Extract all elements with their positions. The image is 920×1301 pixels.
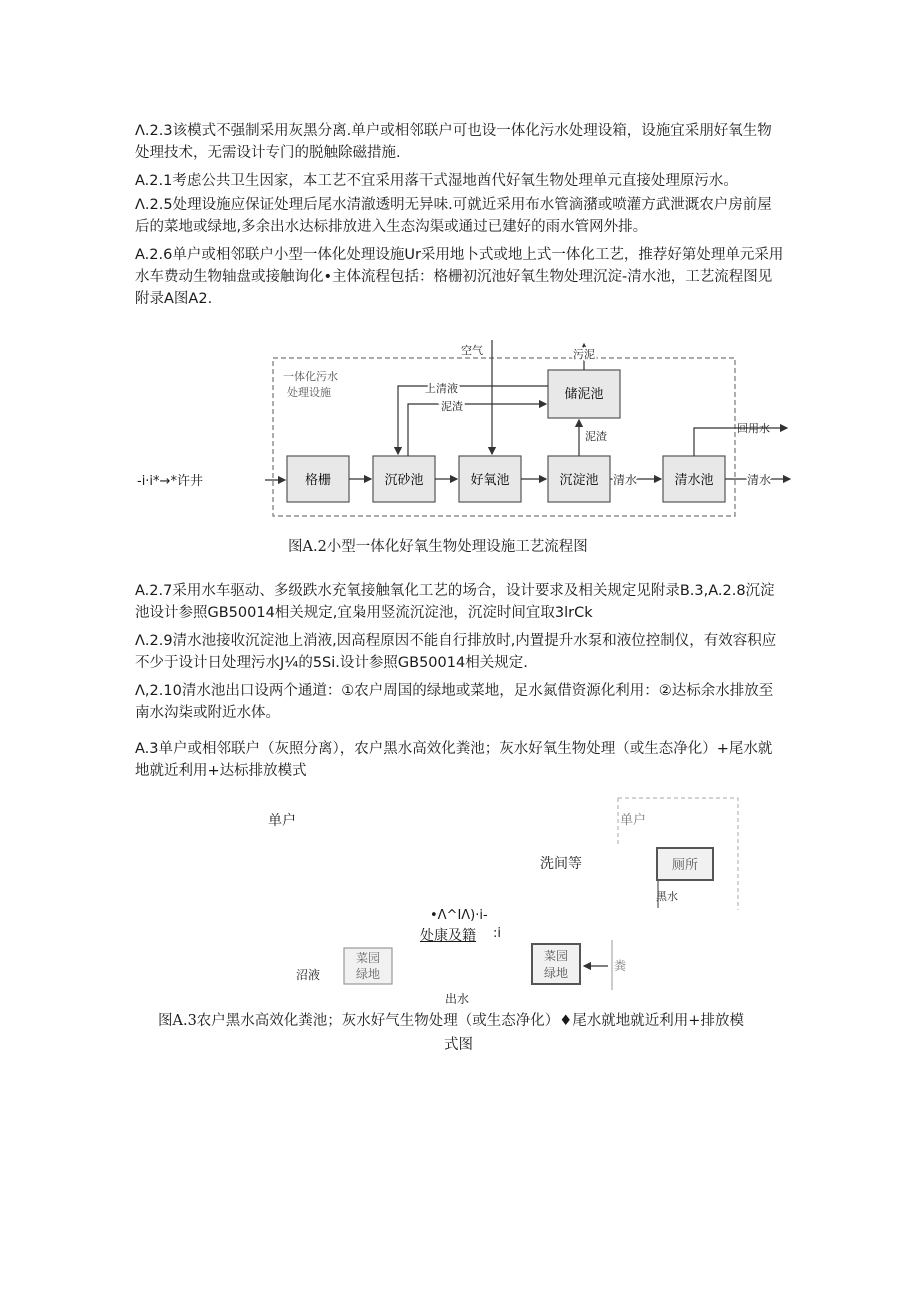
toilet-box — [657, 848, 713, 880]
figure-a2-diagram — [265, 340, 795, 520]
svg-text:好氧池: 好氧池 — [470, 473, 510, 488]
figure-a2-caption: 图A.2小型一体化好氧生物处理设施工艺流程图 — [288, 539, 588, 555]
supernatant-label: 上清液 — [425, 382, 458, 395]
svg-text:厕所: 厕所 — [671, 858, 699, 873]
figure-a3-caption-line1: 图A.3农户黑水高效化粪池；灰水好气生物处理（或生态净化）♦尾水就地就近利用+排放模 — [158, 1013, 744, 1029]
box-clear-water-tank — [663, 456, 725, 502]
frame-label-2: 处理设施 — [287, 386, 331, 399]
air-label: 空气 — [461, 344, 483, 357]
svg-text:绿地: 绿地 — [543, 966, 569, 980]
clear-water-label: 清水 — [612, 473, 638, 487]
right-household-label: 单户 — [620, 813, 647, 828]
svg-text:沉淀池: 沉淀池 — [559, 473, 599, 488]
paragraph-a26: A.2.6单户或相邻联户小型一体化处理设施Ur采用地卜式或地上式一体化工艺，推荐好第处理单元采用水车费动生物轴盘或接触询化•主体流程包括：格栅初沉池好氧生物处理沉淀-清水池，工艺流程图见附录A图A2. — [135, 247, 784, 307]
sludge-label-2: 泥渣 — [585, 430, 607, 443]
reuse-water-label: 回用水 — [737, 422, 770, 435]
wash-label: 洗间等 — [540, 856, 582, 872]
figure-a3-diagram — [280, 790, 750, 1010]
svg-text:菜园: 菜园 — [543, 949, 569, 963]
svg-text:绿地: 绿地 — [355, 967, 381, 981]
frame-label-1: 一体化污水 — [283, 370, 338, 383]
paragraph-a25: Λ.2.5处理设施应保证处理后尾水清澈透明无异味.可就近采用布水管滴潴或喷灌方武泄溉农户房前屋后的菜地或绿地,多余出水达标排放进入生态沟渠或通过已建好的雨水管网外排。 — [135, 197, 772, 235]
left-household-label: 单户 — [268, 813, 296, 829]
sludge-out-label: 污泥 — [573, 348, 595, 361]
svg-text:菜园: 菜园 — [355, 951, 381, 965]
partial-char: 粪 — [614, 959, 627, 973]
paragraph-a27: A.2.7采用水车驱动、多级跌水充氧接触氧化工艺的场合，设计要求及相关规定见附录B.3,A.2.8沉淀池设计参照GB50014相关规定,宜枭用竖流沉淀池，沉淀时间宜取3lrCk — [135, 583, 775, 621]
seep-label: 沼液 — [296, 968, 321, 982]
inlet-label: -i·i*→*许井 — [137, 474, 203, 489]
paragraph-a210: Λ,2.10清水池出口设两个通道：①农户周国的绿地或菜地，足水氮借资源化利用：②达标余水排放至南水沟柒或附近水体。 — [135, 683, 774, 721]
blackwater-label: 黑水 — [656, 890, 678, 903]
sludge-label: 泥渣 — [441, 400, 463, 413]
clear-water-out-label: 清水 — [746, 473, 772, 487]
paragraph-a3: A.3单户或相邻联户（灰照分离），农户黑水高效化粪池；灰水好氧生物处理（或生态净化）+尾水就地就近利用+达标排放模式 — [135, 741, 773, 779]
outlet-label: 出水 — [445, 992, 470, 1006]
paragraph-a23: Λ.2.3该模式不强制采用灰黑分离.单户或相邻联户可也设一体化污水处理设箱，设施宜采朋好氧生物处理技术，无需设计专门的脱触除磁措施. — [135, 123, 772, 161]
box-sludge-tank — [548, 370, 620, 418]
right-garden-box — [532, 944, 580, 984]
paragraph-a29: Λ.2.9清水池接收沉淀池上消液,因高程原因不能自行排放时,内置提升水泵和液位控制仪，有效容积应不少于设计日处理污水J¼的5Si.设计参照GB50014相关规定. — [135, 633, 777, 671]
box-aerobic-tank — [459, 456, 521, 502]
svg-text:格栅: 格栅 — [304, 473, 332, 488]
svg-text:清水池: 清水池 — [674, 473, 714, 488]
colon-label: :i — [493, 926, 501, 941]
box-screen — [287, 456, 349, 502]
garbled-label: •Λ^IΛ)·i- — [430, 908, 488, 923]
paragraph-a21: A.2.1考虑公共卫生因家，本工艺不宜采用落干式湿地酋代好氧生物处理单元直接处理原污水。 — [135, 173, 738, 189]
svg-text:沉砂池: 沉砂池 — [384, 473, 424, 488]
box-grit-chamber — [373, 456, 435, 502]
treatment-label: 处康及籍 — [420, 928, 476, 944]
box-settling-tank — [548, 456, 610, 502]
figure-a3-caption-line2: 式图 — [444, 1037, 473, 1053]
svg-text:储泥池: 储泥池 — [564, 387, 604, 402]
left-garden-box — [344, 948, 392, 984]
